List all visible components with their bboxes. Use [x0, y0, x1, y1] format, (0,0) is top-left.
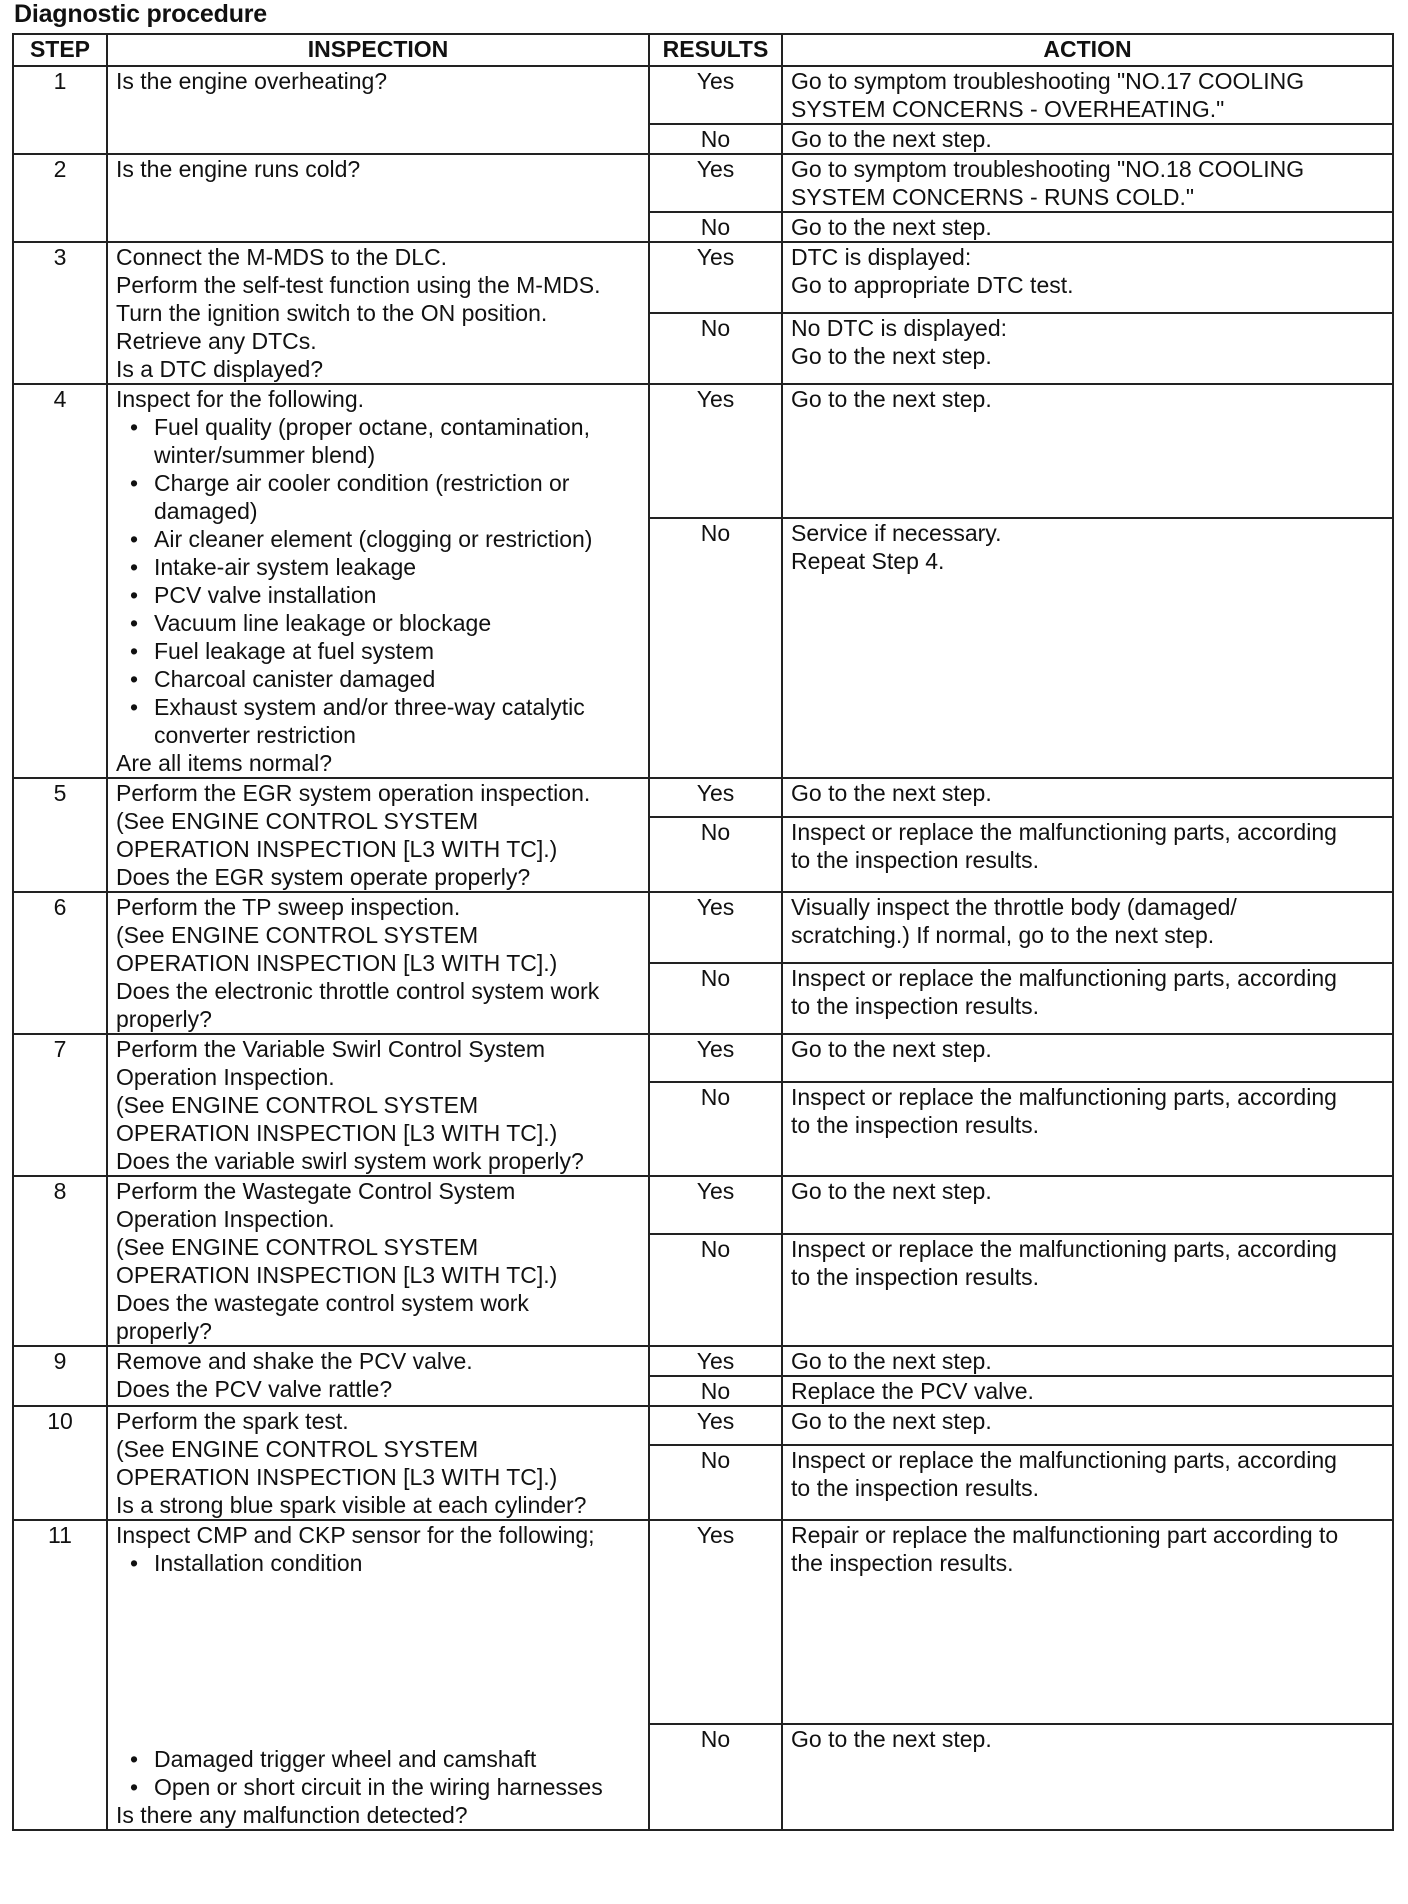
bullet-item: [116, 637, 640, 665]
inspection-cell: [107, 154, 649, 242]
step-number: 9: [13, 1346, 107, 1406]
inspection-line: Perform the TP sweep inspection.: [116, 894, 461, 920]
bullet-text: • Exhaust system and/or three-way catalytic: [154, 694, 585, 720]
action-yes: [782, 154, 1393, 212]
result-no: No: [649, 1376, 782, 1406]
action-line: Go to the next step.: [791, 343, 992, 369]
result-no: No: [649, 1082, 782, 1176]
result-no: No: [649, 963, 782, 1034]
table-row: [13, 1406, 1393, 1445]
action-yes: [782, 384, 1393, 518]
inspection-line: Does the PCV valve rattle?: [116, 1376, 393, 1402]
bullet-item: [116, 693, 640, 749]
step-number: 2: [13, 154, 107, 242]
action-no: [782, 124, 1393, 154]
inspection-line: Is a strong blue spark visible at each cylinder?: [116, 1492, 587, 1518]
action-line: scratching.) If normal, go to the next step.: [791, 922, 1215, 948]
action-yes: [782, 1520, 1393, 1724]
inspection-line: OPERATION INSPECTION [L3 WITH TC].): [116, 1120, 558, 1146]
result-yes: Yes: [649, 778, 782, 817]
inspection-line: (See ENGINE CONTROL SYSTEM: [116, 1234, 479, 1260]
action-yes: [782, 1346, 1393, 1376]
action-line: Repair or replace the malfunctioning part according to: [791, 1522, 1339, 1548]
action-yes: [782, 1406, 1393, 1445]
action-line: to the inspection results.: [791, 846, 1040, 873]
header-results: RESULTS: [649, 34, 782, 66]
inspection-cell: [107, 1176, 649, 1346]
action-line: No DTC is displayed:: [791, 315, 1008, 341]
action-line: Inspect or replace the malfunctioning parts, according: [791, 1235, 1337, 1262]
bullet-text: • Charge air cooler condition (restriction or: [154, 470, 570, 496]
action-yes: [782, 778, 1393, 817]
inspection-line: properly?: [116, 1006, 212, 1032]
action-line: Go to the next step.: [791, 1036, 992, 1062]
step-number: 6: [13, 892, 107, 1034]
inspection-line: Perform the self-test function using the M-MDS.: [116, 272, 601, 298]
inspection-line: Is a DTC displayed?: [116, 356, 324, 382]
inspection-cell: [107, 242, 649, 384]
action-line: Inspect or replace the malfunctioning parts, according: [791, 965, 1337, 991]
bullet-text: • Fuel leakage at fuel system: [154, 638, 434, 664]
bullet-text: • Open or short circuit in the wiring harnesses: [154, 1774, 603, 1800]
result-yes: Yes: [649, 154, 782, 212]
action-line: Go to symptom troubleshooting "NO.17 COOLING: [791, 68, 1305, 94]
bullet-text: • Damaged trigger wheel and camshaft: [154, 1746, 537, 1772]
result-yes: Yes: [649, 1034, 782, 1082]
result-no: No: [649, 1445, 782, 1520]
inspection-line: Are all items normal?: [116, 750, 333, 776]
action-line: to the inspection results.: [791, 993, 1040, 1019]
bullet-item: [116, 413, 640, 469]
spacer: [116, 1577, 640, 1745]
bullet-text: • Charcoal canister damaged: [154, 666, 436, 692]
inspection-line: Does the wastegate control system work: [116, 1290, 529, 1316]
result-no: No: [649, 518, 782, 778]
action-line: Go to the next step.: [791, 1726, 992, 1753]
action-line: to the inspection results.: [791, 1474, 1040, 1501]
action-no: [782, 518, 1393, 778]
action-line: SYSTEM CONCERNS - OVERHEATING.": [791, 96, 1225, 122]
inspection-line: OPERATION INSPECTION [L3 WITH TC].): [116, 1464, 558, 1490]
inspection-line: Operation Inspection.: [116, 1064, 335, 1090]
step-number: 4: [13, 384, 107, 778]
inspection-line: Connect the M-MDS to the DLC.: [116, 244, 448, 270]
inspection-cell: [107, 1406, 649, 1520]
inspection-line: Does the electronic throttle control system work: [116, 978, 600, 1004]
result-no: No: [649, 817, 782, 892]
inspection-line: Perform the spark test.: [116, 1408, 349, 1434]
bullet-item: [116, 609, 640, 637]
inspection-line: OPERATION INSPECTION [L3 WITH TC].): [116, 1262, 558, 1288]
action-no: [782, 1724, 1393, 1830]
table-row: [13, 1176, 1393, 1234]
inspection-line: Is the engine overheating?: [116, 68, 388, 94]
header-row: [13, 34, 1393, 66]
action-line: SYSTEM CONCERNS - RUNS COLD.": [791, 184, 1195, 210]
inspection-line: Perform the Wastegate Control System: [116, 1178, 516, 1204]
result-yes: Yes: [649, 1520, 782, 1724]
result-no: No: [649, 1724, 782, 1830]
inspection-line: Perform the EGR system operation inspection.: [116, 780, 591, 806]
action-line: Go to the next step.: [791, 1348, 992, 1374]
bullet-text: • Air cleaner element (clogging or restriction): [154, 526, 593, 552]
action-line: Replace the PCV valve.: [791, 1378, 1034, 1404]
inspection-line: Inspect CMP and CKP sensor for the following;: [116, 1522, 595, 1548]
action-no: [782, 1376, 1393, 1406]
bullet-text: • PCV valve installation: [154, 582, 377, 608]
action-line: the inspection results.: [791, 1550, 1014, 1576]
action-no: [782, 1082, 1393, 1176]
inspection-line: Is there any malfunction detected?: [116, 1802, 468, 1828]
bullet-item: [116, 553, 640, 581]
action-yes: [782, 892, 1393, 963]
inspection-line: Remove and shake the PCV valve.: [116, 1348, 473, 1374]
result-no: No: [649, 124, 782, 154]
header-inspection: INSPECTION: [107, 34, 649, 66]
inspection-line: Does the EGR system operate properly?: [116, 864, 531, 890]
table-body: [13, 66, 1393, 1830]
result-yes: Yes: [649, 242, 782, 313]
step-number: 1: [13, 66, 107, 154]
action-no: [782, 963, 1393, 1034]
inspection-line: Operation Inspection.: [116, 1206, 335, 1232]
action-no: [782, 313, 1393, 384]
bullet-item: [116, 1773, 640, 1801]
bullet-item: [116, 665, 640, 693]
action-line: Go to symptom troubleshooting "NO.18 COOLING: [791, 156, 1305, 182]
inspection-cell: [107, 1034, 649, 1176]
bullet-text: • Installation condition: [154, 1550, 363, 1576]
action-no: [782, 817, 1393, 892]
step-number: 3: [13, 242, 107, 384]
inspection-line: Inspect for the following.: [116, 386, 365, 412]
result-yes: Yes: [649, 1406, 782, 1445]
inspection-line: Perform the Variable Swirl Control System: [116, 1036, 546, 1062]
action-line: Go to the next step.: [791, 386, 992, 412]
action-line: to the inspection results.: [791, 1263, 1040, 1290]
action-line: Service if necessary.: [791, 520, 1002, 547]
step-number: 7: [13, 1034, 107, 1176]
step-number: 5: [13, 778, 107, 892]
action-line: Inspect or replace the malfunctioning parts, according: [791, 1446, 1337, 1473]
header-action: ACTION: [782, 34, 1393, 66]
result-no: No: [649, 313, 782, 384]
action-line: Inspect or replace the malfunctioning parts, according: [791, 1084, 1337, 1111]
table-row: [13, 242, 1393, 313]
step-number: 8: [13, 1176, 107, 1346]
action-yes: [782, 66, 1393, 124]
action-line: Inspect or replace the malfunctioning parts, according: [791, 818, 1337, 845]
inspection-cell: [107, 1346, 649, 1406]
result-yes: Yes: [649, 1176, 782, 1234]
bullet-text: • Fuel quality (proper octane, contamination,: [154, 414, 590, 440]
action-line: to the inspection results.: [791, 1112, 1040, 1139]
action-line: DTC is displayed:: [791, 244, 972, 270]
bullet-text: converter restriction: [154, 722, 356, 748]
header-step: STEP: [13, 34, 107, 66]
inspection-cell: [107, 892, 649, 1034]
bullet-text: winter/summer blend): [154, 442, 376, 468]
page-title: Diagnostic procedure: [14, 0, 267, 28]
action-yes: [782, 1034, 1393, 1082]
table-row: [13, 384, 1393, 518]
table-row: [13, 1346, 1393, 1376]
action-line: Go to the next step.: [791, 214, 992, 240]
inspection-line: Retrieve any DTCs.: [116, 328, 317, 354]
table-row: [13, 154, 1393, 212]
action-no: [782, 1234, 1393, 1346]
action-line: Go to the next step.: [791, 1408, 992, 1434]
bullet-item: [116, 469, 640, 525]
inspection-line: Is the engine runs cold?: [116, 156, 361, 182]
table-row: [13, 892, 1393, 963]
table-row: [13, 1520, 1393, 1724]
inspection-line: (See ENGINE CONTROL SYSTEM: [116, 808, 479, 834]
table-row: [13, 778, 1393, 817]
inspection-line: (See ENGINE CONTROL SYSTEM: [116, 1092, 479, 1118]
result-no: No: [649, 212, 782, 242]
result-yes: Yes: [649, 1346, 782, 1376]
bullet-item: [116, 1549, 640, 1577]
diagnostic-table: [12, 33, 1394, 1831]
inspection-cell: [107, 384, 649, 778]
inspection-line: OPERATION INSPECTION [L3 WITH TC].): [116, 836, 558, 862]
action-line: Go to appropriate DTC test.: [791, 272, 1074, 298]
inspection-line: properly?: [116, 1318, 212, 1344]
action-line: Go to the next step.: [791, 780, 992, 806]
inspection-line: (See ENGINE CONTROL SYSTEM: [116, 1436, 479, 1462]
action-yes: [782, 1176, 1393, 1234]
bullet-text: • Vacuum line leakage or blockage: [154, 610, 492, 636]
inspection-line: OPERATION INSPECTION [L3 WITH TC].): [116, 950, 558, 976]
inspection-cell: [107, 66, 649, 154]
bullet-text: • Intake-air system leakage: [154, 554, 417, 580]
inspection-line: Does the variable swirl system work properly?: [116, 1148, 584, 1174]
bullet-item: [116, 581, 640, 609]
action-line: Go to the next step.: [791, 1178, 992, 1204]
action-no: [782, 1445, 1393, 1520]
result-no: No: [649, 1234, 782, 1346]
table-row: [13, 1034, 1393, 1082]
action-yes: [782, 242, 1393, 313]
bullet-item: [116, 1745, 640, 1773]
action-line: Repeat Step 4.: [791, 548, 945, 575]
table-row: [13, 66, 1393, 124]
result-yes: Yes: [649, 66, 782, 124]
bullet-text: damaged): [154, 498, 258, 524]
action-line: Visually inspect the throttle body (damaged/: [791, 894, 1237, 920]
action-no: [782, 212, 1393, 242]
inspection-line: Turn the ignition switch to the ON position.: [116, 300, 548, 326]
inspection-line: (See ENGINE CONTROL SYSTEM: [116, 922, 479, 948]
inspection-cell: [107, 1520, 649, 1830]
step-number: 11: [13, 1520, 107, 1830]
result-yes: Yes: [649, 892, 782, 963]
step-number: 10: [13, 1406, 107, 1520]
action-line: Go to the next step.: [791, 126, 992, 152]
bullet-item: [116, 525, 640, 553]
result-yes: Yes: [649, 384, 782, 518]
inspection-cell: [107, 778, 649, 892]
